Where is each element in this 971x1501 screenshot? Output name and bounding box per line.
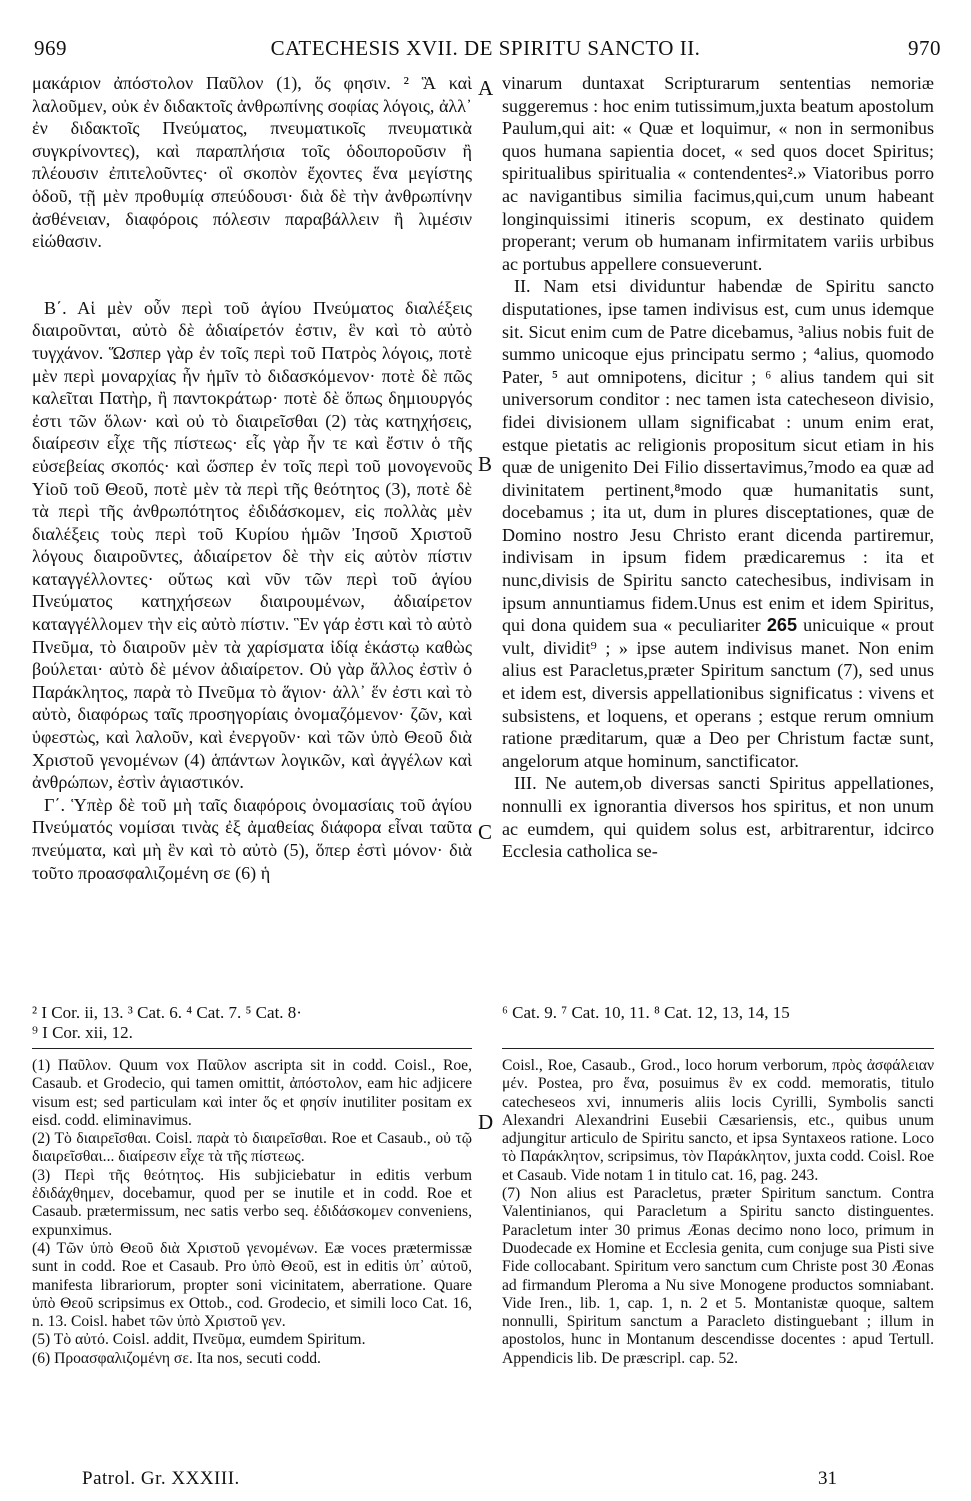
greek-paragraph: μακάριον ἀπόστολον Παῦλον (1), ὅς φησιν. ² Ἃ καὶ λαλοῦμεν, οὐκ ἐν διδακτοῖς ἀνθρωπίνης σοφίας λόγοις, ἀλλ᾽ ἐν διδακτοῖς Πνεύματος, πνευματικοῖς πνευματικὰ συγκρίνοντες), καὶ παραπλήσια τοῖς ὁδοιποροῦσιν ἢ πλέουσιν ἐπιτελοῦντες· οἳ σκοπὸν ἔχοντες ἕνα μεγίστης ὁδοῦ, τῇ μὲν προθυμίᾳ σπεύδουσι· διὰ δὲ τὴν ἀνθρωπίνην ἀσθένειαν, διαφόροις πόλεσιν παραβάλλειν ἢ λιμέσιν εἰώθασιν. — [32, 73, 472, 252]
latin-text-column — [502, 72, 934, 863]
latin-paragraph — [502, 275, 934, 772]
footnote: (1) Παῦλον. Quum vox Παῦλον ascripta sit in codd. Coisl., Roe, Casaub. et Grodecio, qui tamen omittit, ἀπόστολον, eam hic adjicere visum est; sed particulam καὶ inter ὅς et φησίν inutiliter positam ex eisd. codd. eliminavimus. — [32, 1057, 472, 1129]
margin-letter-d: D — [478, 1110, 494, 1134]
footnote-divider-right — [502, 1048, 934, 1049]
page-number-right: 970 — [908, 36, 941, 60]
greek-paragraph: Γ΄. Ὑπὲρ δὲ τοῦ μὴ ταῖς διαφόροις ὀνομασίαις τοῦ ἁγίου Πνεύματός νομίσαι τινὰς ἐξ ἀμαθείας διάφορα εἶναι ταῦτα πνεύματα, καὶ μὴ ἓν καὶ τὸ αὐτὸ (5), ὅπερ ἐστὶ μόνον· διὰ τοῦτο προασφαλιζομένη σε (6) ἡ — [32, 794, 472, 883]
footnote: (3) Περὶ τῆς θεότητος. His subjiciebatur in editis verbum ἐδιδάχθημεν, docebamur, quod per se inutile et in codd. Roe et Casaub. prætermissum, nec satis verbo seq. ἐδιδάσκομεν conveniens, expunximus. — [32, 1166, 472, 1239]
scripture-note: ² I Cor. ii, 13. ³ Cat. 6. ⁴ Cat. 7. ⁵ Cat. 8· — [32, 1003, 302, 1022]
page-number-left: 969 — [34, 36, 67, 60]
margin-letter-c: C — [478, 820, 493, 844]
footnote: (5) Τὸ αὐτό. Coisl. addit, Πνεῦμα, eumdem Spiritum. — [32, 1331, 366, 1349]
scripture-notes-right — [502, 1003, 934, 1023]
footer-sheet-number: 31 — [818, 1468, 837, 1489]
scripture-note: ⁶ Cat. 9. ⁷ Cat. 10, 11. ⁸ Cat. 12, 13, 14, 15 — [502, 1003, 790, 1022]
footnote: (2) Τὸ διαιρεῖσθαι. Coisl. παρὰ τὸ διαιρεῖσθαι. Roe et Casaub., οὐ τῷ διαιρεῖσθαι... διαίρεσιν εἶχε τὰ τῆς πίστεως. — [32, 1130, 472, 1166]
footnote: (6) Προασφαλιζομένη σε. Ita nos, secuti codd. — [32, 1349, 321, 1367]
paragraph-gap — [32, 253, 472, 297]
margin-letter-b: B — [478, 452, 493, 476]
greek-text-column — [32, 72, 472, 884]
footnote-divider-left — [32, 1048, 472, 1049]
footnote: (7) Non alius est Paracletus, præter Spiritum sanctum. Contra Valentinianos, qui Paracletum a Spiritu sancto distinguentes. Paracletum inter 30 primus Æonas decimo nono loco, primum in Duodecade ex Homine et Ecclesia genita, cum conjuge sua Pisti sive Fide collocabant. Spiritum vero sanctum cum Christe post 30 Æonas ad firmandum Pleroma a Nu sive Monogene productos somniabant. Vide Iren., lib. 1, cap. 1, n. 2 et 5. Montanistæ quoque, saltem nonnulli, Spiritum sanctum a Paracleto distinguebant ; illum in apostolos, hunc in Montanum descendisse docentes : apud Tertull. Appendicis lib. De præscripl. cap. 52. — [502, 1185, 934, 1367]
latin-paragraph-part: II. Nam etsi dividuntur habendæ de Spiritu sancto disputationes, ipse tamen indivisus est, cum unus idemque sit. Sicut enim cum de Patre dicebamus, ³alius nobis fuit de summo unicoque ejus principatu sermo ; ⁴alius, quomodo Pater, ⁵ aut omnipotens, dicitur ; ⁶ alius tandem qui sit universorum conditor : nec tamen ista catecheseon divisio, fidei divisionem ullam significabat : unum enim erat, estque pietatis ac religionis propositum sicut etiam in his quæ de unigenito Dei Filio dissertavimus,⁷modo ea quæ ad divinitatem pertinent,⁸modo quæ humanitatis sunt, docebamus ; ita ut, dum in plures disceptationes, quæ de Domino nostro Jesu Christo erant dicenda partiremur, indivisam in ipsum fidem prædicaremus : ita et nunc,divisis de Spiritu sancto catechesibus, indivisam in ipsum annuntiamus fidem.Unus est enim et idem Spiritus, qui dona quidem sua « peculiariter — [502, 276, 934, 636]
scripture-notes-left — [32, 1003, 472, 1043]
scripture-note: ⁹ I Cor. xii, 12. — [32, 1023, 133, 1042]
running-head-title: CATECHESIS XVII. DE SPIRITU SANCTO II. — [270, 36, 701, 60]
latin-paragraph: III. Ne autem,ob diversas sancti Spiritus appellationes, nonnulli ex ignorantia diversos hos spiritus, et non unum ac eumdem, qui quidem solus est, arbitrarentur, idcirco Ecclesia catholica se- — [502, 773, 934, 862]
column-marker-265: 265 — [766, 615, 798, 636]
latin-paragraph: vinarum duntaxat Scripturarum sententias nemoriæ suggeremus : hoc enim tutissimum,juxta beatum apostolum Paulum,qui ait: « Quæ et loquimur, « non in sermonibus quos humana sapientia docet, « sed quos docet Spiritus; spiritualibus spiritualia « contendentes².» Viatoribus porro ac navigantibus similia facimus,qui,cum unum habeant longinquissimi itineris scopum, ex destinato quidem properant; verum ob humanam infirmitatem variis urbibus ac portubus appellere consueverunt. — [502, 73, 934, 274]
greek-paragraph: Β΄. Αἱ μὲν οὖν περὶ τοῦ ἁγίου Πνεύματος διαλέξεις διαιροῦνται, αὐτὸ δὲ ἀδιαίρετόν ἐστιν, ἓν καὶ τὸ αὐτὸ τυγχάνον. Ὥσπερ γὰρ ἐν τοῖς περὶ τοῦ Πατρὸς λόγοις, ποτὲ μὲν περὶ μοναρχίας ἦν ἡμῖν τὸ διδασκόμενον· ποτὲ δὲ πῶς καλεῖται Πατὴρ, ἢ παντοκράτωρ· ποτὲ δὲ ὅπως δημιουργός ἐστι τῶν ὅλων· καὶ οὐ τὸ διαιρεῖσθαι (2) τὰς κατηχήσεις, διαίρεσιν εἶχε τῆς πίστεως· εἷς γὰρ ἦν τε καὶ ἔστιν ὁ τῆς εὐσεβείας σκοπός· καὶ ὥσπερ ἐν τοῖς περὶ τοῦ μονογενοῦς Υἱοῦ τοῦ Θεοῦ, ποτὲ μὲν τὰ περὶ τῆς θεότητος (3), ποτὲ δὲ τὰ περὶ τῆς ἀνθρωπότητος ἐδιδάσκομεν, εἰς πολλὰς μὲν διαλέξεις τοὺς περὶ τοῦ Κυρίου ἡμῶν Ἰησοῦ Χριστοῦ λόγους διαιροῦντες, ἀδιαίρετον δὲ τὴν εἰς αὐτὸν πίστιν καταγγέλλοντες· οὕτως καὶ νῦν τῶν περὶ τοῦ ἁγίου Πνεύματος κατηχήσεων διαιρουμένων, ἀδιαίρετον καταγγέλλομεν τὴν εἰς αὐτὸ πίστιν. Ἓν γάρ ἐστι καὶ τὸ αὐτὸ Πνεῦμα, τὸ διαιροῦν μὲν τὰ χαρίσματα ἰδίᾳ ἑκάστῳ καθὼς βούλεται· αὐτὸ δὲ μένον ἀδιαίρετον. Οὐ γὰρ ἄλλος ἐστὶν ὁ Παράκλητος, παρὰ τὸ Πνεῦμα τὸ ἅγιον· ἀλλ᾽ ἕν ἐστι καὶ τὸ αὐτὸ, διαφόρως ταῖς προσηγορίαις ὀνομαζόμενον· ζῶν, καὶ ὑφεστὼς, καὶ λαλοῦν, καὶ ἐνεργοῦν· καὶ τῶν ὑπὸ Θεοῦ διὰ Χριστοῦ γενομένων (4) ἁπάντων λογικῶν, καὶ ἀγγέλων καὶ ἀνθρώπων, ἐστὶν ἁγιαστικόν. — [32, 297, 472, 793]
running-header — [0, 36, 971, 66]
latin-paragraph-part: unicuique « prout vult, dividit⁹ ; » ipse autem indivisus manet. Non enim alius est Paracletus,præter Spiritum sanctum (7), sed unus et idem est, diversis appellationibus significatus : vivens et subsistens, et loquens, et operans ; estque rerum omnium ratione præditarum, quæ a Deo per Christum factæ sunt, angelorum atque hominum, sanctificator. — [502, 615, 934, 771]
footer-signature: Patrol. Gr. XXXIII. — [82, 1468, 240, 1489]
footnote: Coisl., Roe, Casaub., Grod., loco horum verborum, πρὸς ἀσφάλειαν μέν. Postea, pro ἕνα, posuimus ἓν ex codd. memoratis, titulo catecheseos xvi, innumeris aliis locis Cyrilli, Symbolis sancti Alexandri Alexandrini Eusebii Cæsariensis, etc., quibus unum adjungitur articulo de Spiritu sancto, et ipsa Syntaxeos ratione. Loco τὸ Παράκλητον, scripsimus, τὸν Παράκλητον, juxta codd. Coisl. Roe et Casaub. Vide notam 1 in titulo cat. 16, pag. 243. — [502, 1057, 934, 1184]
margin-letter-a: A — [478, 76, 494, 100]
footnote: (4) Τῶν ὑπὸ Θεοῦ διὰ Χριστοῦ γενομένων. Eæ voces prætermissæ sunt in codd. Roe et Casaub. Pro ὑπὸ Θεοῦ, est in editis ὑπ᾽ αὐτοῦ, manifesta librariorum, propter soni vicinitatem, aberratione. Quare ὑπὸ Θεοῦ scripsimus ex Ottob., cod. Grodecio, et simili loco Cat. 16, n. 13. Coisl. habet τῶν ὑπὸ Χριστοῦ γεν. — [32, 1239, 472, 1331]
footnotes-left-column — [32, 1057, 472, 1368]
footnotes-right-column — [502, 1057, 934, 1368]
